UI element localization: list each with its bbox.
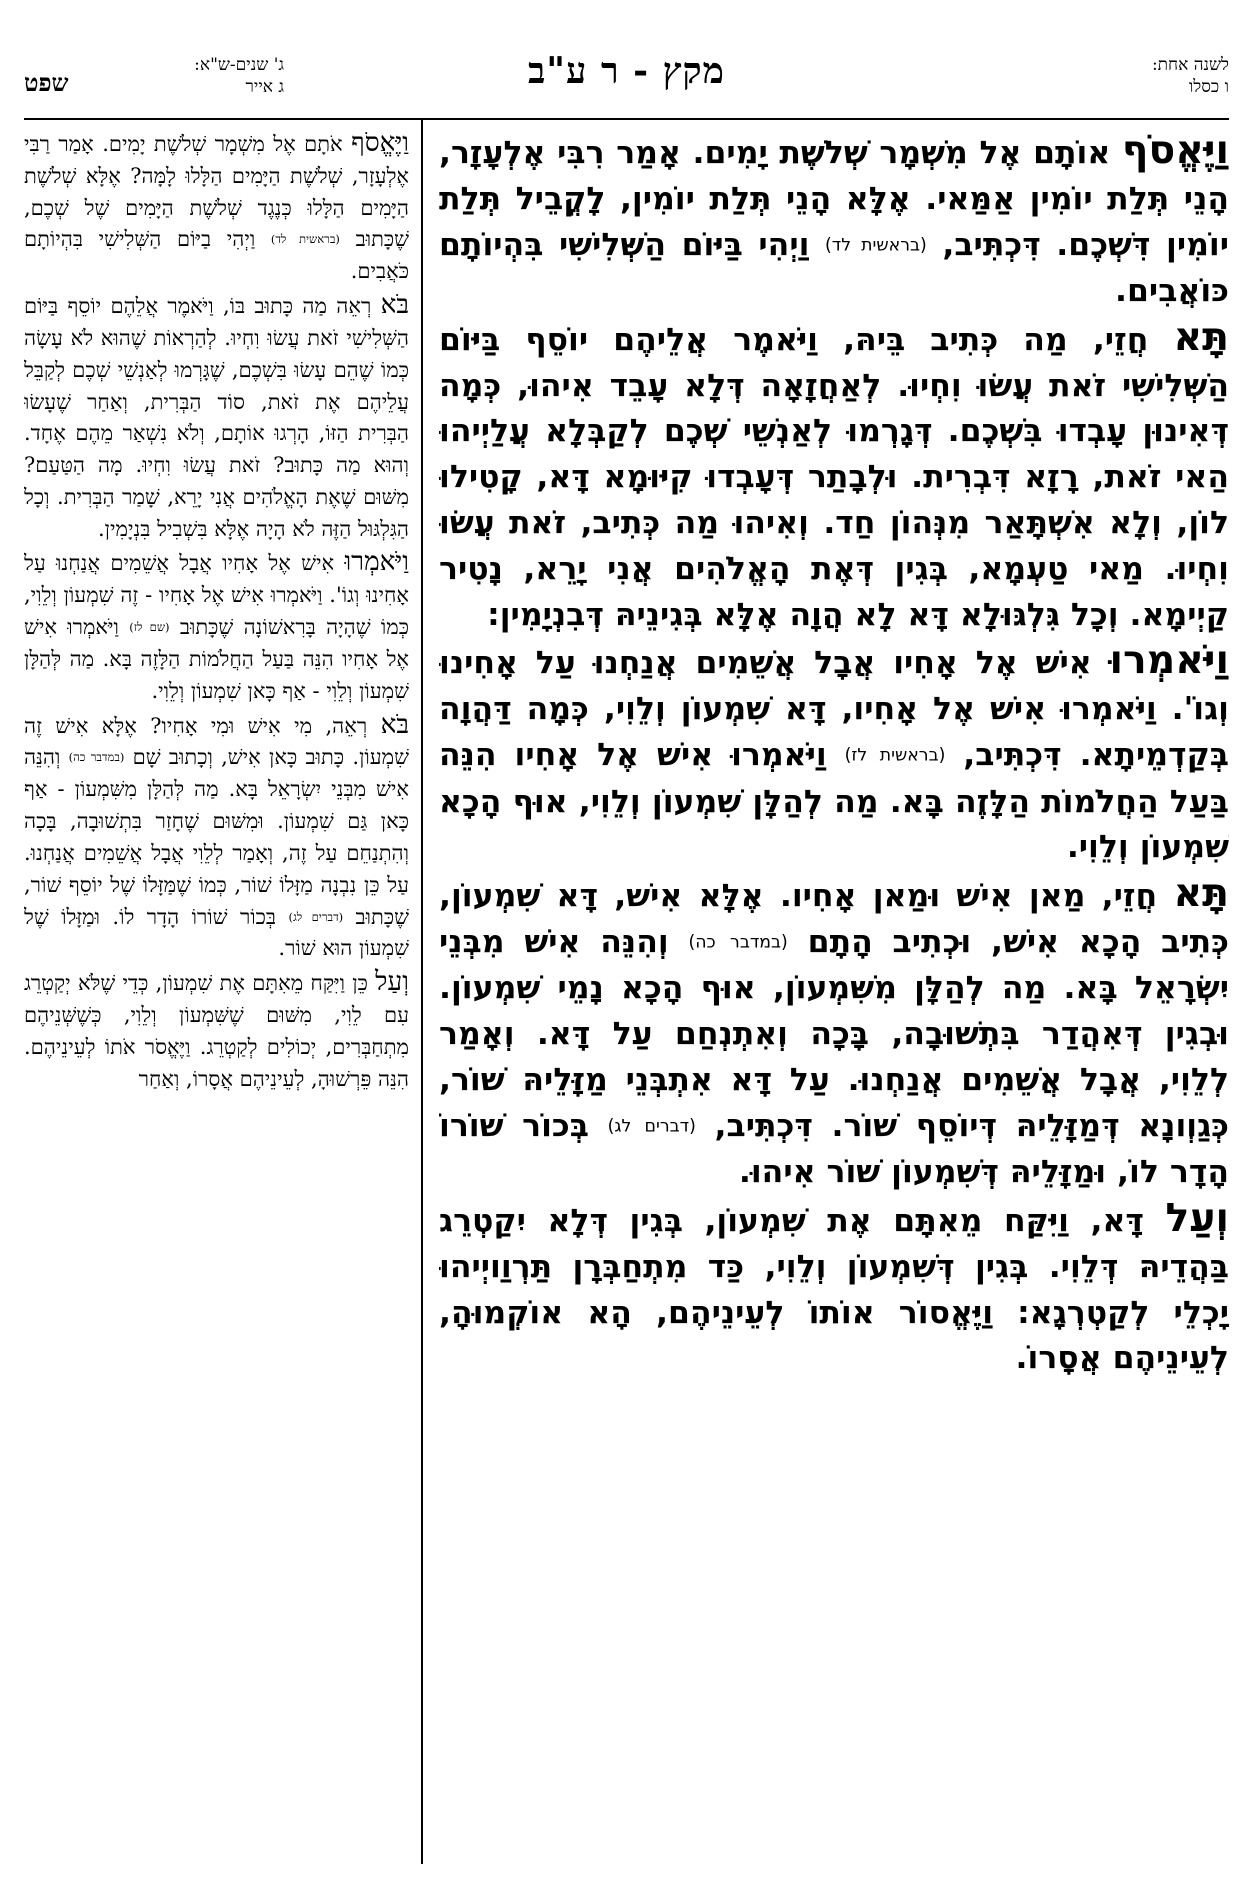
main-p1-text2: וַיְהִי בַּיּוֹם הַשְּׁלִישִׁי בִּהְיוֹתָם כּוֹאֲבִים. — [439, 226, 1229, 310]
side-p1-lead: וַיֶּאֱסֹף — [351, 128, 409, 158]
main-p3-lead: וַיֹּאמְרוּ — [1109, 637, 1229, 684]
main-p2-lead: תָּא — [1173, 313, 1229, 360]
main-paragraph-1 — [439, 128, 1229, 315]
side-column-hebrew — [24, 128, 409, 1864]
side-p1-text: אֹתָם אֶל מִשְׁמָר שְׁלֹשֶׁת יָמִים. אָמַר רַבִּי אֶלְעָזָר, שְׁלֹשֶׁת הַיָּמִים הַלָּלוּ לָמָּה? אֶלָּא שְׁלֹשֶׁת הַיָּמִים הַלָּלוּ כְּנֶגֶד שְׁלֹשֶׁת הַיָּמִים שֶׁל שְׁכֶם, שֶׁכָּתוּב — [24, 132, 409, 252]
side-p2-text: רְאֵה מַה כָּתוּב בּוֹ, וַיֹּאמֶר אֲלֵהֶם יוֹסֵף בַּיּוֹם הַשְּׁלִישִׁי זֹאת עֲשׂוּ וִחְיוּ. לְהַרְאוֹת שֶׁהוּא לֹא עָשָׂה כְּמוֹ שֶׁהֵם עָשׂוּ בִּשְׁכֶם, שֶׁגָּרְמוּ לְאַנְשֵׁי שְׁכֶם לְקַבֵּל עֲלֵיהֶם אֶת זֹאת, סוֹד הַבְּרִית, וְאַחַר שֶׁעָשׂוּ הַבְּרִית הַזּוֹ, הָרְגוּ אוֹתָם, וְלֹא נִשְׁאַר מֵהֶם אֶחָד. וְהוּא מַה כָּתוּב? זֹאת עֲשׂוּ וִחְיוּ. מָה הַטַּעַם? מִשּׁוּם שֶׁאֶת הָאֱלֹהִים אֲנִי יָרֵא, שָׁמַר הַבְּרִית. וְכָל הַגִּלְגּוּל הַזֶּה לֹא הָיָה אֶלָּא בִּשְׁבִיל בִּנְיָמִין. — [24, 294, 409, 541]
main-p1-text: אוֹתָם אֶל מִשְׁמָר שְׁלֹשֶׁת יָמִים. אָמַר רִבִּי אֶלְעָזָר, הָנֵי תְּלַת יוֹמִין אַמַּאי. אֶלָּא הָנֵי תְּלַת יוֹמִין, לָקֳבֵיל תְּלַת יוֹמִין דִּשְׁכֶם. דִּכְתִּיב, — [439, 135, 1229, 263]
side-p4-text: רְאֵה, מִי אִישׁ וּמִי אָחִיו? אֶלָּא אִישׁ זֶה שִׁמְעוֹן. כָּתוּב כָּאן אִישׁ, וְכָתוּב שָׁם — [24, 713, 409, 770]
main-p1-ref: (בראשית לד) — [825, 235, 927, 256]
header-left-line2: ג אייר — [245, 77, 284, 97]
side-p4-text2: וְהִנֵּה אִישׁ מִבְּנֵי יִשְׂרָאֵל בָּא. מַה לְּהַלָּן מִשִּׁמְעוֹן - אַף כָּאן גַּם שִׁמְעוֹן. וּמִשּׁוּם שֶׁחָזַר בִּתְשׁוּבָה, בָּכָה וְהִתְנַחֵם עַל זֶה, וְאָמַר לְלֵוִי אֲבָל אֲשֵׁמִים אֲנַחְנוּ. עַל כֵּן נִבְנָה מַזָּלוֹ שׁוֹר, כְּמוֹ שֶׁמַּזָּלוֹ שֶׁל יוֹסֵף שׁוֹר, שֶׁכָּתוּב — [24, 745, 409, 929]
main-paragraph-4 — [439, 871, 1229, 1196]
main-paragraph-2 — [439, 315, 1229, 639]
side-p5-text: כֵּן וַיִּקַּח מֵאִתָּם אֶת שִׁמְעוֹן, כְּדֵי שֶׁלֹּא יְקַטְרֵג עִם לֵוִי, מִשּׁוּם שֶׁשִּׁמְעוֹן וְלֵוִי, כְּשֶׁשְּׁנֵיהֶם מִתְחַבְּרִים, יְכוֹלִים לְקַטְרֵג. וַיֶּאֱסֹר אֹתוֹ לְעֵינֵיהֶם. הִנֵּה פֵּרְשׁוּהָ, לְעֵינֵיהֶם אֲסָרוֹ, וְאַחַר — [24, 971, 409, 1091]
side-p1-ref: (בראשית לד) — [270, 232, 340, 247]
header-left-line1: ג' שנים-ש"א: — [194, 55, 284, 75]
side-p4-ref2: (דברים לג) — [288, 909, 344, 924]
main-p5-lead: וְעַל — [1165, 1195, 1229, 1242]
side-p3-ref: (שם לז) — [129, 620, 170, 635]
side-paragraph-5 — [24, 967, 409, 1095]
side-p1-text2: וַיְהִי בַיּוֹם הַשְּׁלִישִׁי בִּהְיוֹתָם כֹּאֲבִים. — [24, 227, 409, 284]
side-p4-text3: בְּכוֹר שׁוֹרוֹ הָדָר לוֹ. וּמַזָּלוֹ שֶׁל שִׁמְעוֹן הוּא שׁוֹר. — [24, 904, 409, 961]
side-p4-lead: בֹּא — [380, 709, 409, 740]
header-right-line1: לשנה אחת: — [1151, 55, 1229, 75]
main-column-aramaic — [439, 128, 1229, 1864]
column-divider — [421, 118, 423, 1864]
main-p3-text: אִישׁ אֶל אָחִיו אֲבָל אֲשֵׁמִים אֲנַחְנוּ עַל אָחִינוּ וְגוֹ'. וַיֹּאמְרוּ אִישׁ אֶל אָחִיו, דָּא שִׁמְעוֹן וְלֵוִי, כְּמָה דַּהֲוָה בְּקַדְמֵיתָא. דִּכְתִּיב, — [439, 645, 1229, 774]
main-p2-text: חֲזֵי, מַה כְּתִיב בֵּיהּ, וַיֹּאמֶר אֲלֵיהֶם יוֹסֵף בַּיּוֹם הַשְּׁלִישִׁי זֹאת עֲשׂוּ וִחְיוּ. לְאַחֲזָאָה דְּלָא עָבֵד אִיהוּ, כְּמָה דְּאִינוּן עָבְדוּ בִּשְׁכֶם. דְּגָרְמוּ לְאַנְשֵׁי שְׁכֶם לְקַבְּלָא עֲלַיְיהוּ הַאי זֹאת, רָזָא דִּבְרִית. וּלְבָתַר דְּעָבְדוּ קִיּוּמָא דָּא, קָטִילוּ לוֹן, וְלָא אִשְׁתָּאַר מִנְּהוֹן חַד. וְאִיהוּ מַה כְּתִיב, זֹאת עֲשׂוּ וִחְיוּ. מַאי טַעְמָא, בְּגִין דְּאֶת הָאֱלֹהִים אֲנִי יָרֵא, נָטִיר קַיְימָא. וְכָל גִּלְגּוּלָא דָּא לָא הֲוָה אֶלָּא בְּגִינֵיהּ דְּבִנְיָמִין: — [439, 321, 1229, 633]
side-paragraph-3 — [24, 547, 409, 707]
side-p4-ref: (במדבר כה) — [68, 750, 125, 765]
side-p5-lead: וְעַל — [375, 967, 409, 998]
side-paragraph-2 — [24, 290, 409, 545]
side-p2-lead: בֹּא — [380, 290, 409, 321]
main-p4-text2: וְהִנֵּה אִישׁ מִבְּנֵי יִשְׂרָאֵל בָּא. מַה לְהַלָּן מִשִּׁמְעוֹן, אוּף הָכָא נָמֵי שִׁמְעוֹן. וּבְגִין דְּאִהֲדַר בִּתְשׁוּבָה, בָּכָה וְאִתְנְחַם עַל דָּא. וְאָמַר לְלֵוִי, אֲבָל אֲשֵׁמִים אֲנַחְנוּ. עַל דָּא אִתְבְּנֵי מַזָּלֵיהּ שׁוֹר, כְּגַוְונָא דְּמַזָּלֵיהּ דְּיוֹסֵף שׁוֹר. דִּכְתִּיב, — [439, 923, 1229, 1144]
main-p5-text: דָּא, וַיִּקַּח מֵאִתָּם אֶת שִׁמְעוֹן, בְּגִין דְּלָא יִקַטְרֵג בַּהֲדֵיהּ דְּלֵוִי. בְּגִין דְּשִׁמְעוֹן וְלֵוִי, כַּד מִתְחַבְּרָן תַּרְוַויְיהוּ יָכְלֵי לְקַטְרְגָא: וַיֶּאֱסוֹר אוֹתוֹ לְעֵינֵיהֶם, הָא אוֹקְמוּהָ, לְעֵינֵיהֶם אֲסָרוֹ. — [439, 1203, 1229, 1377]
main-p4-lead: תָּא — [1173, 870, 1229, 917]
main-p4-text3: בְּכוֹר שׁוֹרוֹ הָדָר לוֹ, וּמַזָּלֵיהּ דְּשִׁמְעוֹן שׁוֹר אִיהוּ. — [439, 1107, 1229, 1191]
side-paragraph-4 — [24, 710, 409, 966]
side-p3-lead: וַיֹּאמְרוּ — [344, 547, 409, 578]
side-p3-text2: וַיֹּאמְרוּ אִישׁ אֶל אָחִיו הִנֵּה בַּעַל הַחֲלֹמוֹת הַלָּזֶה בָּא. מַה לְּהַלָּן שִׁמְעוֹן וְלֵוִי - אַף כָּאן שִׁמְעוֹן וְלֵוִי. — [24, 615, 409, 703]
main-p4-text: חֲזֵי, מַאן אִישׁ וּמַאן אָחִיו. אֶלָּא אִישׁ, דָּא שִׁמְעוֹן, כְּתִיב הָכָא אִישׁ, וּכְתִיב הָתָם — [439, 878, 1229, 960]
header-date-left — [24, 54, 404, 114]
main-p3-text2: וַיֹּאמְרוּ אִישׁ אֶל אָחִיו הִנֵּה בַּעַל הַחֲלֹמוֹת הַלָּזֶה בָּא. מַה לְהַלָּן שִׁמְעוֹן וְלֵוִי, אוּף הָכָא שִׁמְעוֹן וְלֵוִי. — [439, 737, 1229, 866]
header-right-line2: ו כסלו — [1188, 77, 1229, 97]
page-title: מקץ - ר ע"ב — [527, 50, 726, 92]
main-p3-ref: (בראשית לז) — [844, 745, 946, 766]
main-p4-ref: (במדבר כה) — [688, 932, 788, 953]
page-header — [24, 44, 1229, 122]
header-rule — [24, 118, 1229, 120]
main-p1-lead: וַיֶּאֱסֹף — [1121, 128, 1229, 173]
main-p4-ref2: (דברים לג) — [607, 1116, 696, 1137]
main-paragraph-3 — [439, 638, 1229, 871]
page — [24, 44, 1229, 1864]
page-number: שפט — [24, 68, 69, 97]
header-left-dates — [194, 54, 284, 98]
side-paragraph-1 — [24, 128, 409, 288]
side-p3-text: אִישׁ אֶל אָחִיו אֲבָל אֲשֵׁמִים אֲנַחְנוּ עַל אָחִינוּ וְגוֹ'. וַיֹּאמְרוּ אִישׁ אֶל אָחִיו - זֶה שִׁמְעוֹן וְלֵוִי, כְּמוֹ שֶׁהָיָה בָּרִאשׁוֹנָה שֶׁכָּתוּב — [24, 551, 409, 640]
main-paragraph-5 — [439, 1196, 1229, 1382]
